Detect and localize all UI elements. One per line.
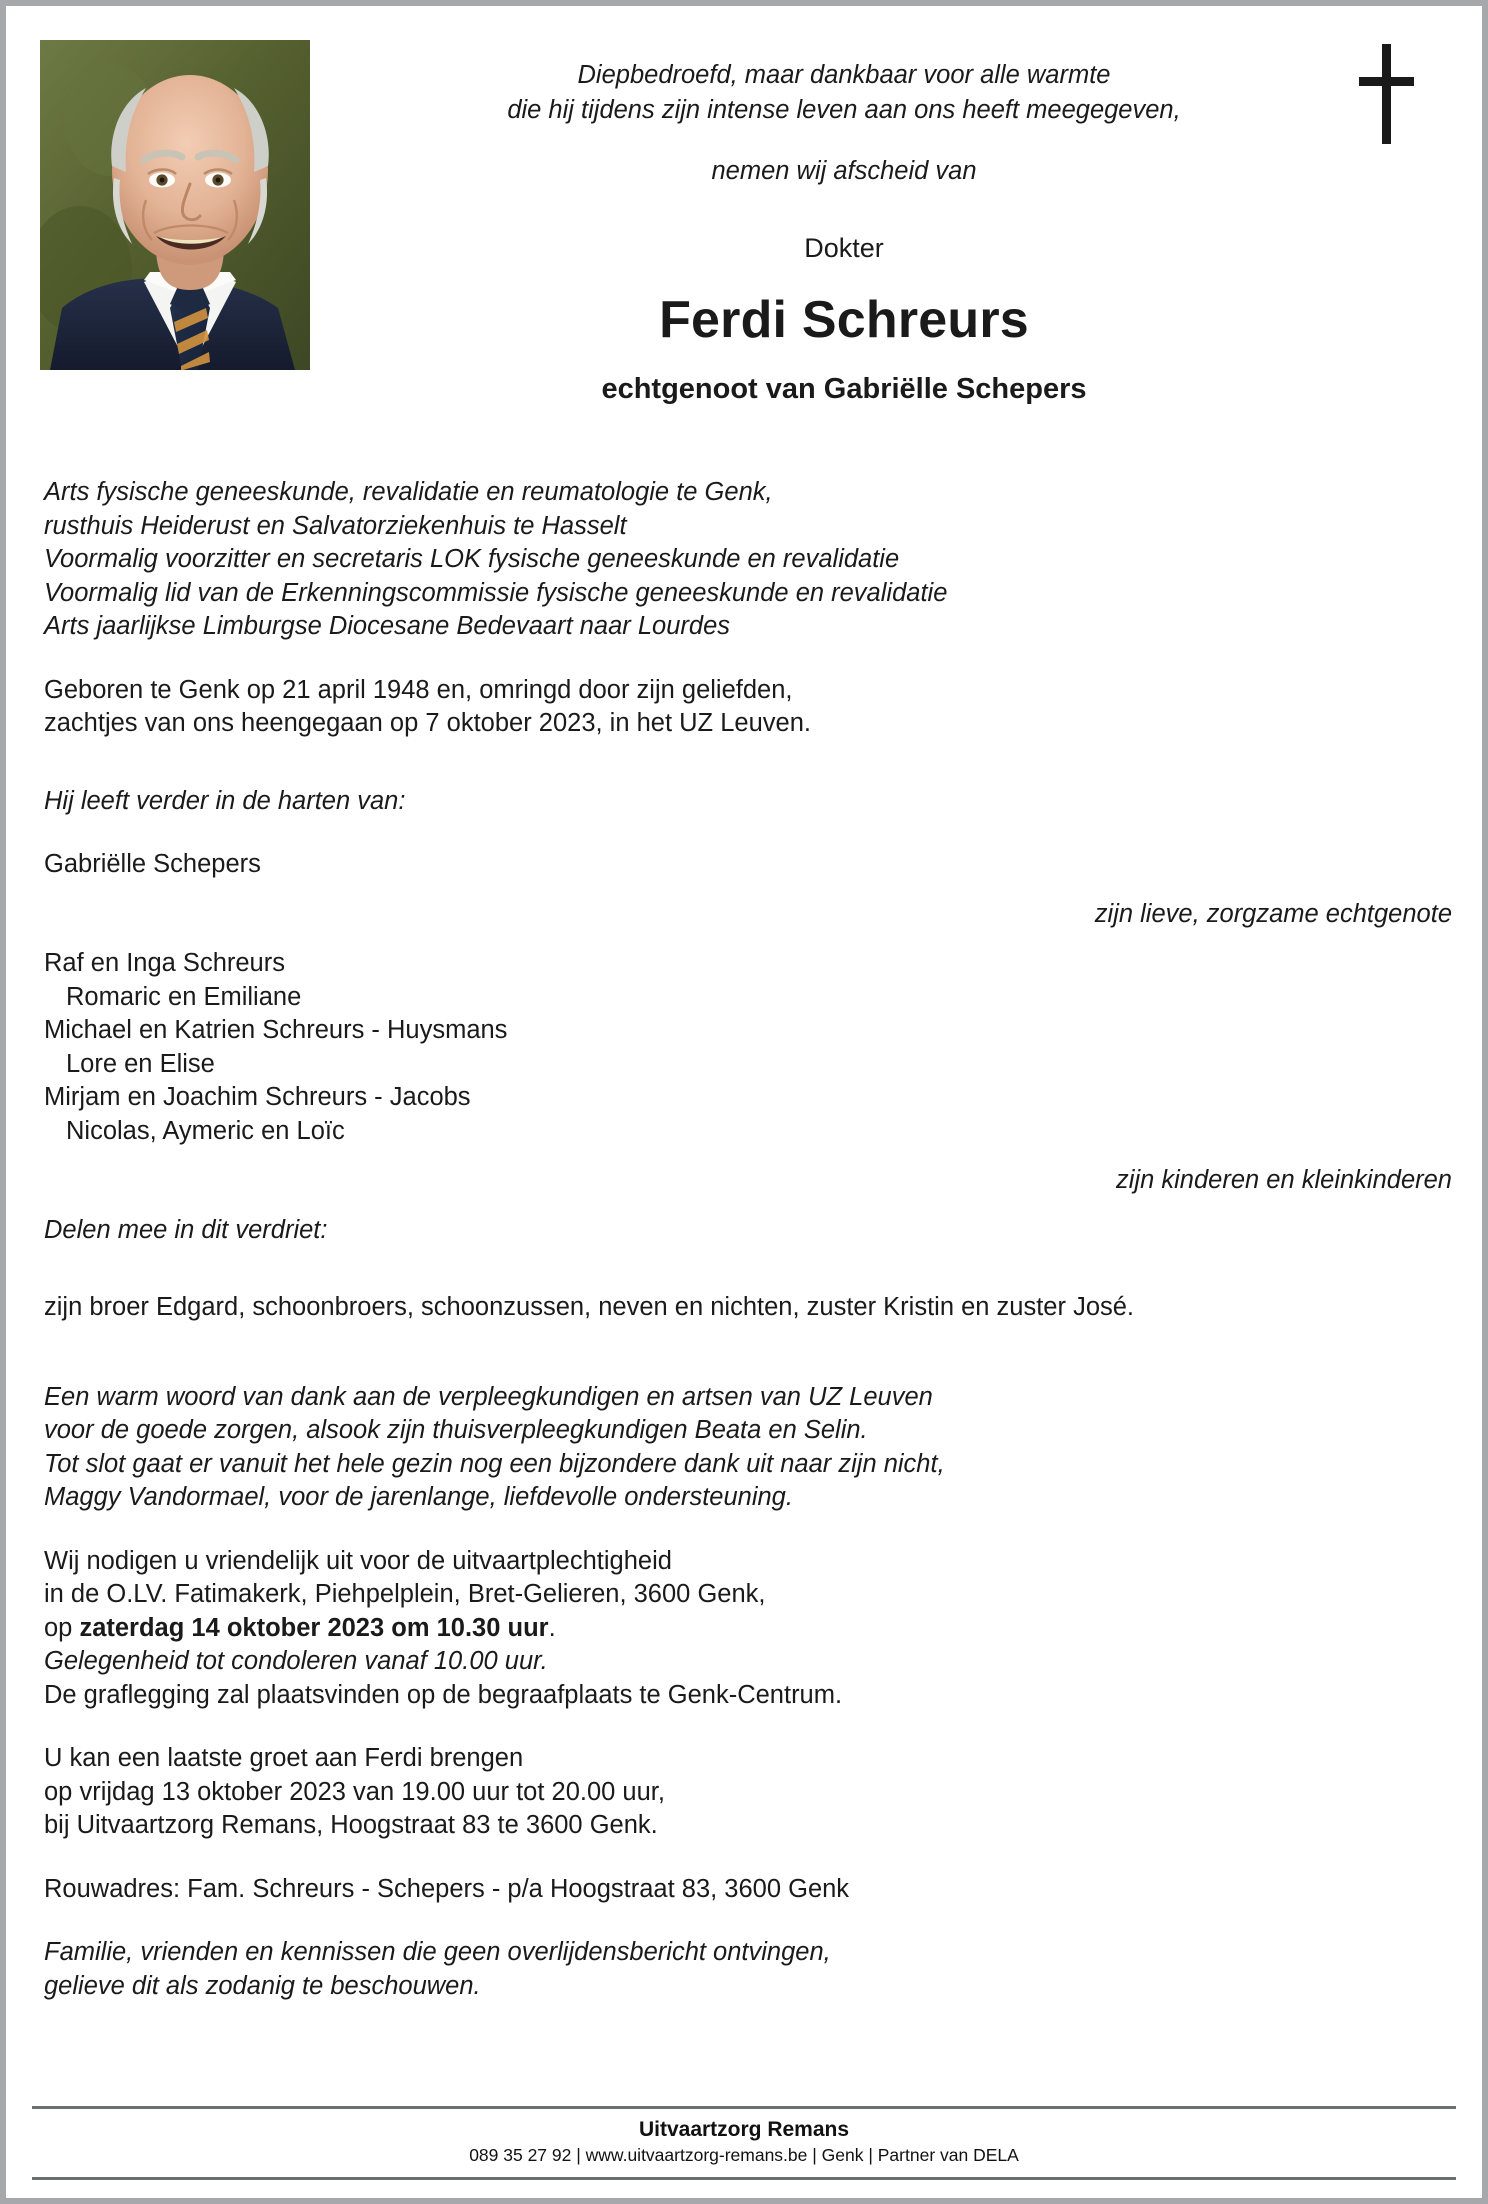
notice-line-1: Familie, vrienden en kennissen die geen overlijdensbericht ontvingen, [44, 1938, 831, 1966]
survivor-grandchild: Romaric en Emiliane [66, 982, 302, 1011]
card-body [44, 476, 1452, 2003]
thanks-line: Tot slot gaat er vanuit het hele gezin nog een bijzondere dank uit naar zijn nicht, [44, 1449, 945, 1478]
survivor-child: Raf en Inga Schreurs [44, 949, 285, 977]
farewell-line: nemen wij afscheid van [711, 157, 977, 185]
lifespan-block [44, 674, 1452, 741]
header-text-block [336, 58, 1352, 407]
survivor-spouse-name: Gabriëlle Schepers [44, 850, 261, 878]
notice-block [44, 1936, 1452, 2003]
deceased-title: Dokter [804, 233, 884, 263]
survivor-children-relation: zijn kinderen en kleinkinderen [1116, 1166, 1452, 1194]
thanks-line: voor de goede zorgen, alsook zijn thuisverpleegkundigen Beata en Selin. [44, 1416, 868, 1444]
service-datetime-line [44, 1612, 1452, 1646]
credential-line: Arts jaarlijkse Limburgse Diocesane Bedevaart naar Lourdes [44, 612, 731, 640]
intro-line-2: die hij tijdens zijn intense leven aan ons heeft meegegeven, [507, 96, 1181, 124]
mourners-text: zijn broer Edgard, schoonbroers, schoonzussen, neven en nichten, zuster Kristin en zuster José. [44, 1293, 1135, 1321]
survivor-child: Michael en Katrien Schreurs - Huysmans [44, 1016, 508, 1044]
survivor-grandchild: Nicolas, Aymeric en Loïc [66, 1116, 345, 1145]
thanks-block [44, 1381, 1452, 1515]
credential-line: Arts fysische geneeskunde, revalidatie en reumatologie te Genk, [44, 478, 773, 506]
survivor-grandchild: Lore en Elise [66, 1049, 215, 1078]
intro-line-1: Diepbedroefd, maar dankbaar voor alle warmte [577, 61, 1111, 89]
deceased-name: Ferdi Schreurs [659, 291, 1029, 349]
service-datetime: zaterdag 14 oktober 2023 om 10.30 uur [79, 1613, 549, 1642]
card-header [6, 6, 1482, 476]
notice-line-2: gelieve dit als zodanig te beschouwen. [44, 1971, 481, 2000]
mourning-address: Rouwadres: Fam. Schreurs - Schepers - p/a Hoogstraat 83, 3600 Genk [44, 1874, 850, 1903]
credential-line: rusthuis Heiderust en Salvatorziekenhuis te Hasselt [44, 511, 627, 540]
visitation-line-1: U kan een laatste groet aan Ferdi brengen [44, 1744, 524, 1772]
survivors-heading: Hij leeft verder in de harten van: [44, 786, 406, 815]
service-line-1: Wij nodigen u vriendelijk uit voor de uitvaartplechtigheid [44, 1546, 672, 1575]
funeral-home-name: Uitvaartzorg Remans [638, 2118, 850, 2141]
birth-line: Geboren te Genk op 21 april 1948 en, omringd door zijn geliefden, [44, 675, 793, 704]
thanks-line: Maggy Vandormael, voor de jarenlange, liefdevolle ondersteuning. [44, 1483, 793, 1511]
spouse-line: echtgenoot van Gabriëlle Schepers [601, 373, 1087, 405]
service-suffix: . [548, 1613, 556, 1642]
credential-line: Voormalig lid van de Erkenningscommissie fysische geneeskunde en revalidatie [44, 578, 948, 607]
portrait-photo [40, 40, 310, 370]
credentials-block [44, 476, 1452, 644]
thanks-line: Een warm woord van dank aan de verpleegkundigen en artsen van UZ Leuven [44, 1382, 933, 1411]
visitation-block [44, 1742, 1452, 1843]
survivor-child: Mirjam en Joachim Schreurs - Jacobs [44, 1083, 471, 1111]
funeral-home-contact: 089 35 27 92 | www.uitvaartzorg-remans.be | Genk | Partner van DELA [469, 2145, 1019, 2165]
service-prefix: op [44, 1613, 80, 1642]
burial-line: De graflegging zal plaatsvinden op de begraafplaats te Genk-Centrum. [44, 1680, 843, 1709]
mourners-heading: Delen mee in dit verdriet: [44, 1215, 328, 1244]
survivor-spouse-relation: zijn lieve, zorgzame echtgenote [1094, 899, 1452, 928]
service-line-2: in de O.LV. Fatimakerk, Piehpelplein, Bret-Gelieren, 3600 Genk, [44, 1580, 766, 1608]
condolence-line: Gelegenheid tot condoleren vanaf 10.00 uur. [44, 1647, 548, 1675]
visitation-line-3: bij Uitvaartzorg Remans, Hoogstraat 83 te 3600 Genk. [44, 1811, 658, 1839]
visitation-line-2: op vrijdag 13 oktober 2023 van 19.00 uur tot 20.00 uur, [44, 1777, 665, 1806]
card-footer [32, 2106, 1456, 2180]
death-line: zachtjes van ons heengegaan op 7 oktober 2023, in het UZ Leuven. [44, 709, 811, 737]
latin-cross-icon [1358, 44, 1414, 144]
credential-line: Voormalig voorzitter en secretaris LOK fysische geneeskunde en revalidatie [44, 545, 900, 573]
card-inner [6, 6, 1482, 2198]
service-block [44, 1545, 1452, 1713]
